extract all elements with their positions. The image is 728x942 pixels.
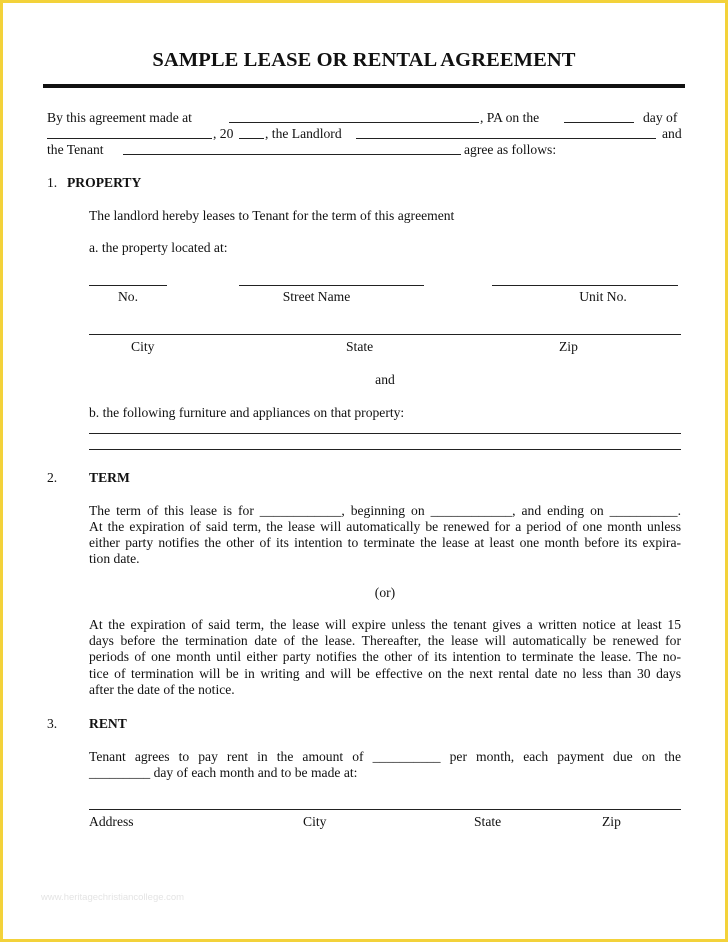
term-paragraph-line: The term of this lease is for ____________, beginning on ____________, and ending on __________. xyxy=(89,503,681,518)
intro-text: agree as follows: xyxy=(464,142,557,157)
field-label-zip: Zip xyxy=(602,814,621,829)
section-number: 1. xyxy=(47,175,58,190)
field-label-state: State xyxy=(346,339,374,354)
intro-text: , 20 xyxy=(213,126,234,141)
term-paragraph-line: after the date of the notice. xyxy=(89,682,235,697)
intro-text: , the Landlord xyxy=(265,126,342,141)
intro-text: and xyxy=(662,126,682,141)
city-state-zip-field[interactable] xyxy=(89,334,681,335)
watermark: www.heritagechristiancollege.com xyxy=(41,892,185,903)
field-label-city: City xyxy=(303,814,327,829)
document-page xyxy=(3,3,725,939)
field-label-city: City xyxy=(131,339,155,354)
section-heading-rent: RENT xyxy=(89,716,127,731)
tenant-blank[interactable] xyxy=(123,154,461,155)
section-number: 2. xyxy=(47,470,58,485)
payment-address-field[interactable] xyxy=(89,809,681,810)
rent-text-line: Tenant agrees to pay rent in the amount of __________ per month, each payment due on the xyxy=(89,749,681,764)
intro-text: the Tenant xyxy=(47,142,104,157)
unit-field[interactable] xyxy=(492,285,678,286)
furniture-line[interactable] xyxy=(89,449,681,450)
intro-text: By this agreement made at xyxy=(47,110,192,125)
field-label-address: Address xyxy=(89,814,134,829)
field-label-street: Street Name xyxy=(282,289,351,304)
term-paragraph-line: tion date. xyxy=(89,551,140,566)
landlord-blank[interactable] xyxy=(356,138,656,139)
title-rule xyxy=(43,84,685,88)
field-label-unit: Unit No. xyxy=(579,289,627,304)
year-blank[interactable] xyxy=(239,138,264,139)
section-heading-property: PROPERTY xyxy=(67,175,142,190)
furniture-line[interactable] xyxy=(89,433,681,434)
document-title: SAMPLE LEASE OR RENTAL AGREEMENT xyxy=(152,49,576,71)
term-paragraph-line: tice of termination will be in writing and will be effective on the next rental date no less than 30 days xyxy=(89,666,681,681)
property-item-a: a. the property located at: xyxy=(89,240,228,255)
term-paragraph-line: either party notifies the other of its intention to terminate the lease at least one month before its expira- xyxy=(89,535,681,550)
field-label-no: No. xyxy=(117,289,138,304)
property-item-b: b. the following furniture and appliances on that property: xyxy=(89,405,405,420)
intro-text: , PA on the xyxy=(480,110,540,125)
property-text: The landlord hereby leases to Tenant for the term of this agreement xyxy=(89,208,455,223)
term-paragraph-line: days before the termination date of the lease. Thereafter, the lease will automatically be renewed for xyxy=(89,633,681,648)
term-paragraph-line: periods of one month until either party notifies the other of its intention to terminate the lease. The no- xyxy=(89,649,681,664)
term-paragraph-line: At the expiration of said term, the lease will expire unless the tenant gives a written notice at least 15 xyxy=(89,617,681,632)
day-blank[interactable] xyxy=(564,122,634,123)
number-field[interactable] xyxy=(89,285,167,286)
month-blank[interactable] xyxy=(47,138,212,139)
intro-text: day of xyxy=(643,110,678,125)
rent-text-line: _________ day of each month and to be made at: xyxy=(89,765,358,780)
term-paragraph-line: At the expiration of said term, the lease will automatically be renewed for a period of one month unless xyxy=(89,519,681,534)
field-label-zip: Zip xyxy=(559,339,578,354)
section-number: 3. xyxy=(47,716,58,731)
or-text: (or) xyxy=(374,585,396,600)
location-blank[interactable] xyxy=(229,122,479,123)
section-heading-term: TERM xyxy=(89,470,130,485)
field-label-state: State xyxy=(474,814,502,829)
street-field[interactable] xyxy=(239,285,424,286)
and-text: and xyxy=(375,372,395,387)
